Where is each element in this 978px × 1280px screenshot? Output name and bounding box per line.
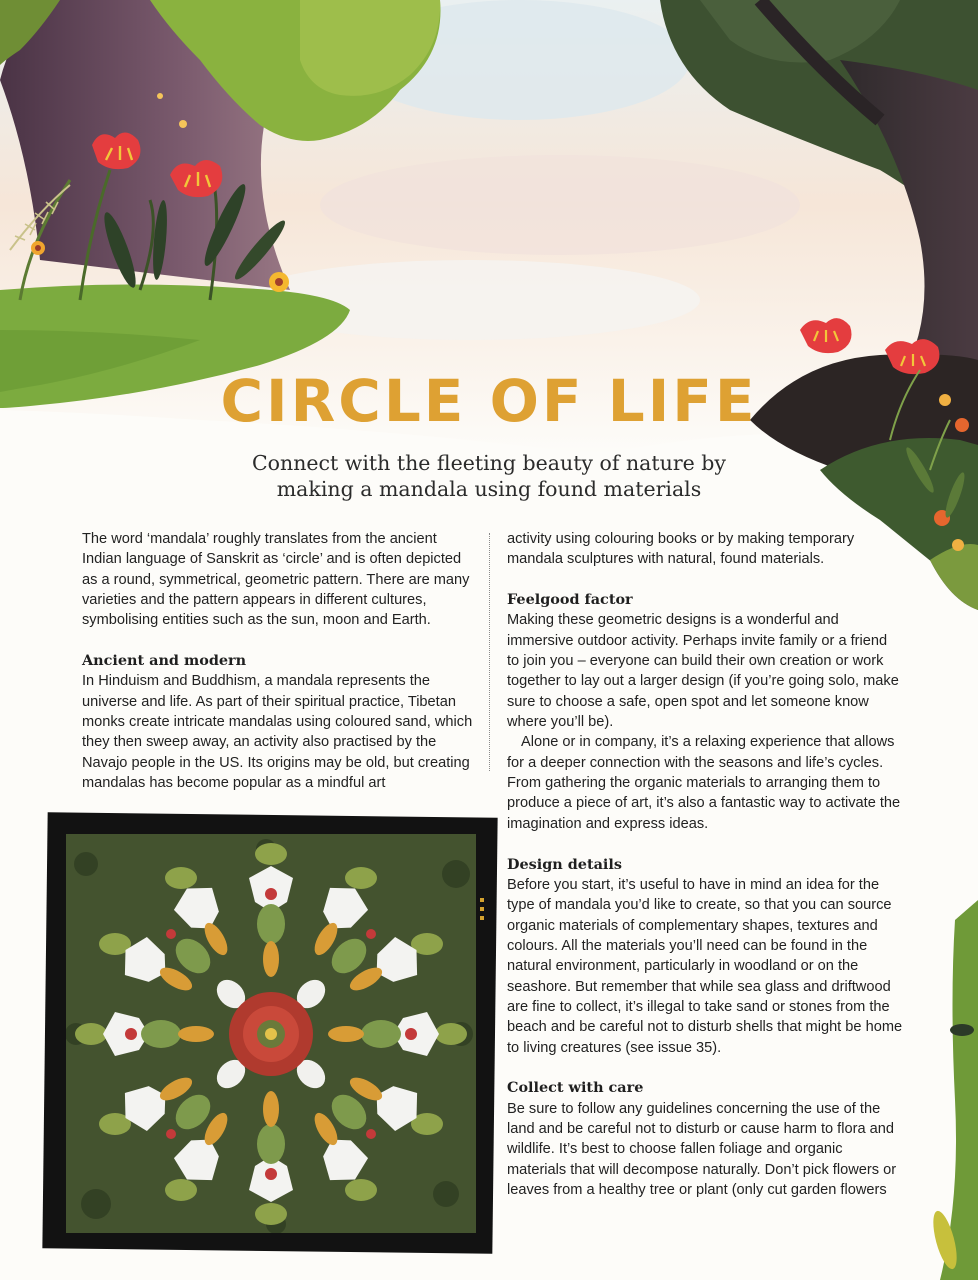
photo-edge-marks xyxy=(480,898,484,925)
collect-care-paragraph: Be sure to follow any guidelines concerning the use of the land and be careful not to disturb or cause harm to flora and wildlife. It’s best to choose fallen foliage and organic materials that will decompose naturally. Don’t pick flowers or leaves from a healthy tree or plant (only cut garden flowers xyxy=(507,1100,897,1198)
column-divider xyxy=(489,533,490,771)
section-heading-ancient-modern: Ancient and modern xyxy=(82,652,247,670)
section-heading-feelgood: Feelgood factor xyxy=(507,591,633,609)
article-column-left xyxy=(82,529,474,793)
article-title: CIRCLE OF LIFE xyxy=(220,367,758,435)
feelgood-paragraph-2: Alone or in company, it’s a relaxing experience that allows for a deeper connection with the seasons and life’s cycles. From gathering the organic materials to arranging them to produce a piece of art, it’s also a fantastic way to activate the imagination and express ideas. xyxy=(507,734,901,832)
ancient-modern-paragraph: In Hinduism and Buddhism, a mandala represents the universe and life. As part of their spiritual practice, Tibetan monks create intricate mandalas using coloured sand, which they then sweep away, an activity also practised by the Navajo people in the US. Its origins may be old, but creating mandalas has become popular as a mindful art xyxy=(82,673,473,792)
section-heading-design-details: Design details xyxy=(507,855,622,873)
leaf-mandala-photo xyxy=(66,834,476,1233)
feelgood-paragraph: Making these geometric designs is a wonderful and immersive outdoor activity. Perhaps invite family or a friend to join you – everyone can build their own creation or work together to lay out a larger design (if you’re going solo, make sure to choose a safe, open spot and let someone know where you’ll be). xyxy=(507,612,899,731)
subtitle-line-2: making a mandala using found materials xyxy=(276,477,702,501)
continued-paragraph: activity using colouring books or by making temporary mandala sculptures with natural, found materials. xyxy=(507,531,855,568)
intro-paragraph: The word ‘mandala’ roughly translates from the ancient Indian language of Sanskrit as ‘circle’ and is often depicted as a round, symmetrical, geometric pattern. There are many varieties and the pattern appears in different cultures, symbolising entities such as the sun, moon and Earth. xyxy=(82,531,470,629)
subtitle-line-1: Connect with the fleeting beauty of nature by xyxy=(251,451,726,475)
design-details-paragraph: Before you start, it’s useful to have in mind an idea for the type of mandala you’d like to create, so that you can source organic materials of complementary shapes, textures and colours. All the materials you’ll need can be found in the natural environment, particularly in woodland or on the seashore. But remember that while sea glass and driftwood are fine to collect, it’s illegal to take sand or stones from the beach and be careful not to disturb shells that might be home to living creatures (see issue 35). xyxy=(507,876,903,1056)
article-column-right xyxy=(507,529,903,1200)
section-heading-collect-care: Collect with care xyxy=(507,1079,644,1097)
article-subtitle xyxy=(0,450,978,502)
